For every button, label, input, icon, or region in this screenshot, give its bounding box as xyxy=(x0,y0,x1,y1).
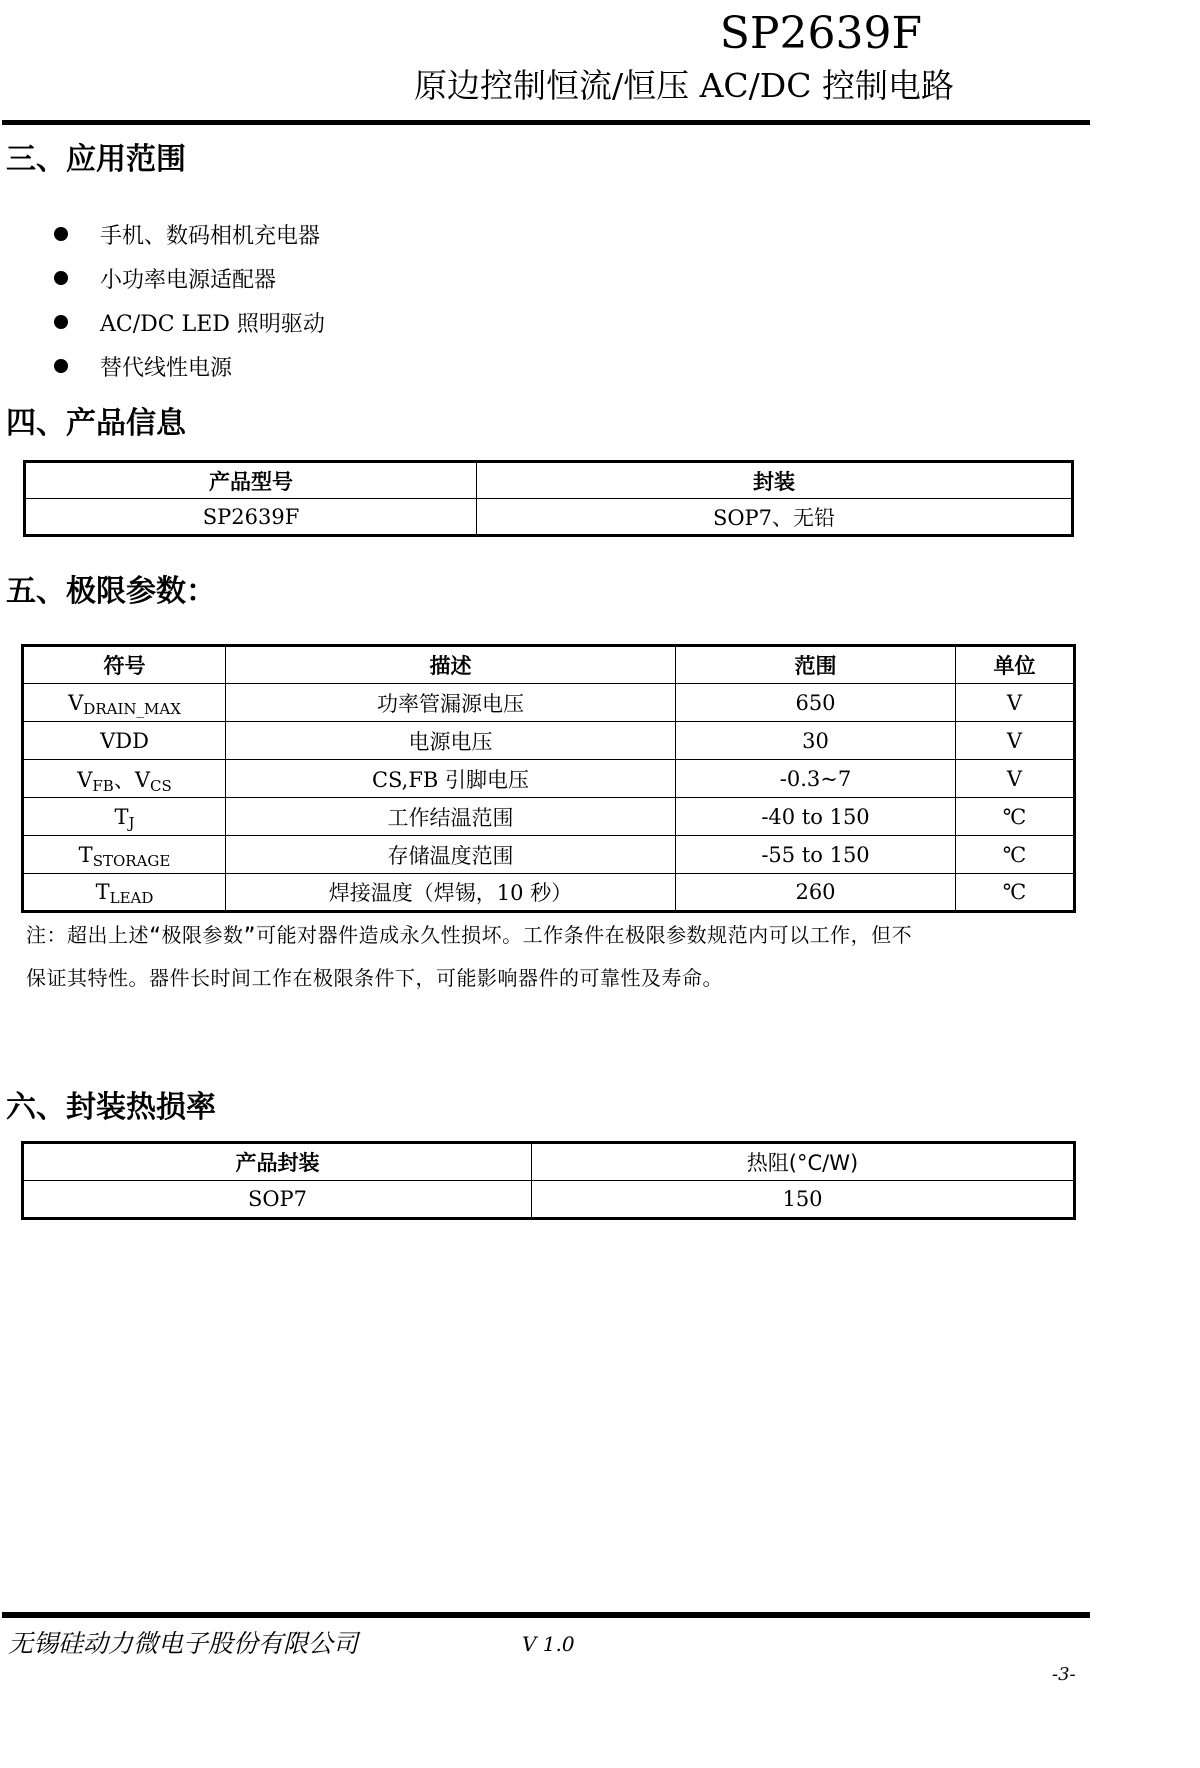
description-cell: 工作结温范围 xyxy=(226,798,676,836)
symbol-cell xyxy=(23,798,226,836)
unit-cell: ℃ xyxy=(956,874,1075,912)
version-label: V 1.0 xyxy=(522,1632,575,1656)
range-cell: 650 xyxy=(676,684,956,722)
unit-cell: ℃ xyxy=(956,836,1075,874)
applications-heading: 三、应用范围 xyxy=(6,142,186,177)
table-row xyxy=(23,836,1075,874)
part-number-title: SP2639F xyxy=(719,8,922,59)
company-name: 无锡硅动力微电子股份有限公司 xyxy=(8,1629,359,1658)
header-divider xyxy=(2,120,1090,125)
product-info-heading: 四、产品信息 xyxy=(6,406,186,441)
package-cell: SOP7、无铅 xyxy=(477,499,1073,536)
document-subtitle: 原边控制恒流/恒压 AC/DC 控制电路 xyxy=(413,66,954,105)
table-row xyxy=(23,760,1075,798)
page-number: -3- xyxy=(1052,1664,1076,1685)
range-cell: -55 to 150 xyxy=(676,836,956,874)
list-item-text: 替代线性电源 xyxy=(100,355,233,381)
symbol-cell xyxy=(23,760,226,798)
symbol-text: V xyxy=(68,690,84,715)
package-cell: SOP7 xyxy=(23,1181,532,1219)
symbol-subscript: STORAGE xyxy=(92,851,171,870)
table-row xyxy=(23,1181,1075,1219)
table-row xyxy=(23,684,1075,722)
list-item-text: 手机、数码相机充电器 xyxy=(100,223,321,249)
symbol-text: T xyxy=(78,842,93,867)
symbol-separator: 、V xyxy=(113,767,150,792)
column-header: 单位 xyxy=(956,646,1075,684)
symbol-text: V xyxy=(77,767,93,792)
column-header: 热阻(°C/W) xyxy=(532,1143,1075,1181)
range-cell: 30 xyxy=(676,722,956,760)
symbol-subscript: LEAD xyxy=(109,889,154,907)
description-cell: CS,FB 引脚电压 xyxy=(226,760,676,798)
bullet-icon xyxy=(54,227,68,241)
bullet-icon xyxy=(54,359,68,373)
list-item xyxy=(54,258,276,298)
list-item xyxy=(54,302,325,342)
absolute-max-heading: 五、极限参数： xyxy=(6,574,216,609)
note-line: 注：超出上述“极限参数”可能对器件造成永久性损坏。工作条件在极限参数规范内可以工作，但不 xyxy=(26,923,913,947)
thermal-table xyxy=(21,1141,1076,1220)
symbol-cell xyxy=(23,684,226,722)
bullet-icon xyxy=(54,271,68,285)
footer-divider xyxy=(2,1612,1090,1618)
list-item-text: 小功率电源适配器 xyxy=(100,267,277,293)
table-header-row xyxy=(23,646,1075,684)
table-row xyxy=(23,798,1075,836)
range-cell: -0.3~7 xyxy=(676,760,956,798)
description-cell: 焊接温度（焊锡，10 秒） xyxy=(226,874,676,912)
list-item xyxy=(54,346,232,386)
description-cell: 电源电压 xyxy=(226,722,676,760)
symbol-text: T xyxy=(114,804,129,829)
table-row xyxy=(25,499,1073,536)
table-row xyxy=(23,874,1075,912)
column-header: 范围 xyxy=(676,646,956,684)
unit-cell: V xyxy=(956,684,1075,722)
description-cell: 功率管漏源电压 xyxy=(226,684,676,722)
column-header: 描述 xyxy=(226,646,676,684)
symbol-cell xyxy=(23,874,226,912)
list-item-text: AC/DC LED 照明驱动 xyxy=(100,311,325,337)
column-header: 产品封装 xyxy=(23,1143,532,1181)
range-cell: 260 xyxy=(676,874,956,912)
symbol-text: T xyxy=(95,880,110,904)
symbol-subscript: CS xyxy=(150,776,172,795)
table-header-row xyxy=(23,1143,1075,1181)
unit-cell: V xyxy=(956,760,1075,798)
symbol-subscript: FB xyxy=(92,776,114,795)
absolute-max-note xyxy=(26,914,1066,1000)
symbol-subscript: DRAIN_MAX xyxy=(83,699,181,718)
column-header: 封装 xyxy=(477,462,1073,499)
column-header: 符号 xyxy=(23,646,226,684)
symbol-cell xyxy=(23,722,226,760)
bullet-icon xyxy=(54,315,68,329)
note-line: 保证其特性。器件长时间工作在极限条件下，可能影响器件的可靠性及寿命。 xyxy=(26,966,723,990)
thermal-heading: 六、封装热损率 xyxy=(6,1090,216,1125)
range-cell: -40 to 150 xyxy=(676,798,956,836)
symbol-cell xyxy=(23,836,226,874)
symbol-text: VDD xyxy=(100,728,149,753)
symbol-subscript: J xyxy=(128,813,135,832)
table-header-row xyxy=(25,462,1073,499)
product-info-table xyxy=(23,460,1074,537)
column-header: 产品型号 xyxy=(25,462,477,499)
model-cell: SP2639F xyxy=(25,499,477,536)
list-item xyxy=(54,214,320,254)
description-cell: 存储温度范围 xyxy=(226,836,676,874)
unit-cell: ℃ xyxy=(956,798,1075,836)
unit-cell: V xyxy=(956,722,1075,760)
thermal-resistance-cell: 150 xyxy=(532,1181,1075,1219)
table-row xyxy=(23,722,1075,760)
absolute-max-table xyxy=(21,644,1076,913)
